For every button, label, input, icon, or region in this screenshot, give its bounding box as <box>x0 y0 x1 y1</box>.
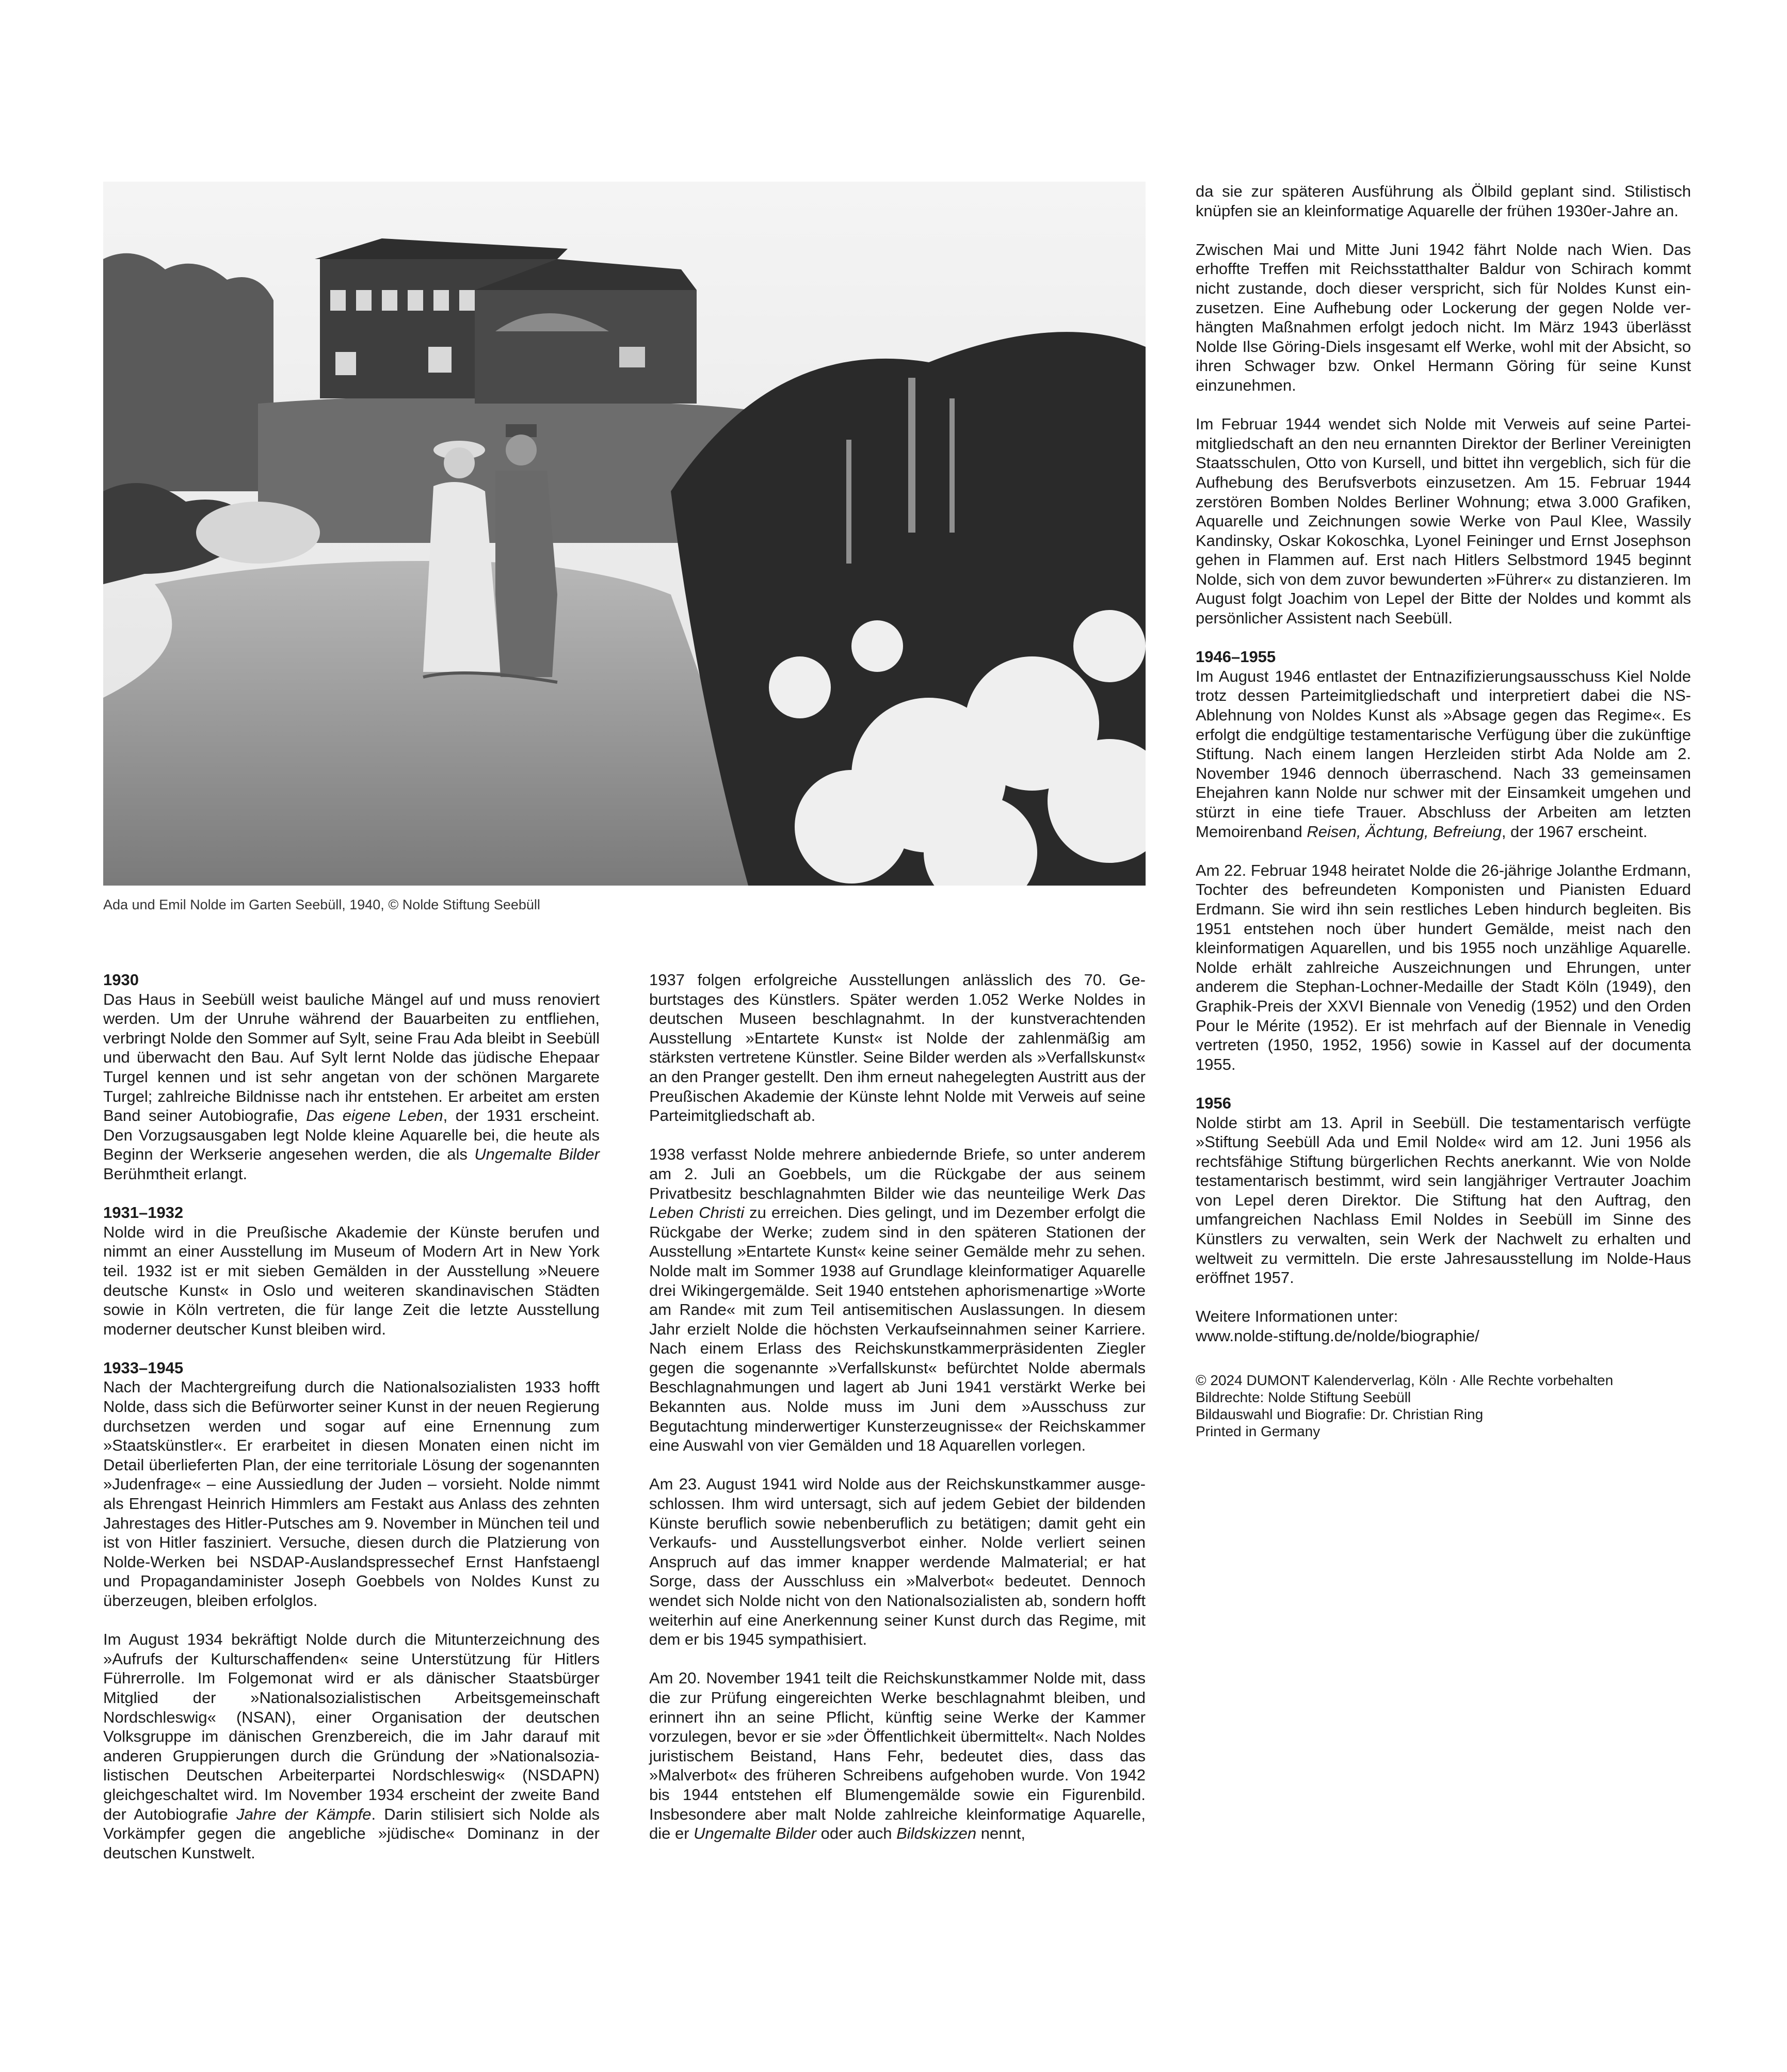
title-reisen-aechtung-befreiung: Reisen, Ächtung, Befreiung <box>1307 822 1502 841</box>
text-1930-a: Das Haus in Seebüll weist bauliche Mängel auf und muss renoviert werden. Um der Unruhe während der Bauarbeiten zu entfliehen, verbringt Nolde den Sommer auf Sylt, seine Frau Ada bleibt in Seebüll und überwacht den Bau. Auf Sylt lernt Nolde das jüdische Ehepaar Turgel kennen und ist sehr angetan von der schönen Margarete Turgel; zahlreiche Bildnisse nach ihr entstehen. Er arbeitet am ersten Band seiner Autobiografie, <box>103 990 600 1125</box>
paragraph-1934 <box>103 1630 600 1862</box>
text-1930 <box>103 990 600 1184</box>
more-info-label: Weitere Informationen unter: <box>1196 1307 1398 1326</box>
paragraph-1941-november <box>649 1668 1146 1843</box>
paragraph-1937: 1937 folgen erfolgreiche Ausstellungen anlässlich des 70. Geburtstages des Künstlers. Später werden 1.052 Werke Noldes in deutschen Museen beschlagnahmt. In der kunstverachtenden Ausstellung »Entartete Kunst« ist Nolde der zahlenmäßig am stärksten vertretene Künstler. Seine Bilder werden als »Verfallskunst« an den Pranger gestellt. Den ihm erneut nahegelegten Austritt aus der Preußischen Akademie der Künste lehnt Nolde mit Verweis auf seine Parteimitgliedschaft ab. <box>649 971 1146 1125</box>
more-info-link[interactable]: www.nolde-stiftung.de/nolde/biographie/ <box>1196 1327 1479 1345</box>
text-1946-b: , der 1967 erscheint. <box>1501 822 1648 841</box>
text-1946 <box>1196 667 1691 841</box>
section-1930 <box>103 970 600 1184</box>
printed-line: Printed in Germany <box>1196 1423 1321 1439</box>
text-1930-b: , der 1931 erscheint. Den Vorzugsausgaben legt Nolde kleine Aquarelle bei, die heute als Beginn der Werkserie angesehen werden, die als <box>103 1106 600 1164</box>
column-left <box>103 970 600 1882</box>
text-1930-c: Berühmtheit erlangt. <box>103 1164 248 1183</box>
more-info <box>1196 1307 1691 1345</box>
section-1933-1945 <box>103 1358 600 1611</box>
text-1934-a: Im August 1934 bekräftigt Nolde durch die Mitunterzeichnung des »Aufrufs der Kulturschaffenden« seine Unterstützung für Hitlers Führerrolle. Im Folgemonat wird er als dänischer Staatsbürger Mitglied der »Nationalsozialistischen Arbeitsgemeinschaft Nordschleswig« (NSAN), einer Organisation der deutschen Volksgruppe im dänischen Grenzbereich, die im Jahr darauf mit anderen Gruppierungen durch die Gründung der »Nationalsozialistischen Deutschen Arbeiterpartei Nordschleswig« (NSDAPN) gleichgeschaltet wird. Im November 1934 erscheint der zweite Band der Autobiografie <box>103 1630 600 1823</box>
paragraph-1948: Am 22. Februar 1948 heiratet Nolde die 26-jährige Jolanthe Erdmann, Tochter des befreundeten Komponisten und Pianisten Eduard Erdmann. Sie wird ihn sein restliches Leben hindurch begleiten. Bis 1951 entstehen noch über hundert Gemälde, meist nach den kleinformatigen Aquarellen, und bis 1955 noch unzählige Aquarelle. Nolde erhält zahlreiche Auszeichnungen und Ehrungen, unter anderem die Stephan-Lochner-Medaille der Stadt Köln (1949), den Graphik-Preis der XXVI Biennale von Venedig (1952) und den Orden Pour le Mérite (1952). Er ist mehrfach auf der Biennale in Venedig vertreten (1950, 1952, 1956) sowie in Kassel auf der documenta 1955. <box>1196 861 1691 1073</box>
title-das-leben-christi: Das Leben Christi <box>649 1184 1146 1222</box>
text-1946-a: Im August 1946 entlastet der Entnazifizierungsausschuss Kiel Nolde trotz dessen Parteimitgliedschaft und interpretiert dabei die NS-Ablehnung von Noldes Kunst als »Absage gegen das Regime«. Es erfolgt die endgültige testamentarische Verfügung über die zukünftige Stiftung. Nach einem langen Herzleiden stirbt Ada Nolde am 2. November 1946 dennoch überraschend. Nach 33 gemeinsamen Ehejahren kann Nolde nur schwer mit der Einsamkeit umgehen und stürzt in eine tiefe Trauer. Abschluss der Arbeiten am letzten Memoirenband <box>1196 667 1691 841</box>
title-ungemalte-bilder-2: Ungemalte Bilder <box>694 1824 816 1843</box>
heading-1930: 1930 <box>103 971 139 989</box>
text-1941b-a: Am 20. November 1941 teilt die Reichskunstkammer Nolde mit, dass die zur Prüfung eingereichten Werke beschlagnahmt bleiben, und erinnert ihn an seine Pflicht, künftig seine Werke der Kammer vorzulegen, bevor er sie »der Öffentlichkeit übermittelt«. Nach Noldes juristischem Beistand, Hans Fehr, bedeutet dies, dass das »Malverbot« des früheren Schreibens aufgehoben wurde. Von 1942 bis 1944 entstehen elf Blumengemälde sowie ein Figurenbild. Insbesondere aber malt Nolde zahlreiche kleinformatige Aquarelle, die er <box>649 1669 1146 1843</box>
title-das-eigene-leben: Das eigene Leben <box>306 1106 443 1125</box>
credits <box>1196 1372 1691 1440</box>
text-1933: Nach der Machtergreifung durch die Nationalsozialisten 1933 hofft Nolde, dass sich die Befürworter seiner Kunst in der neuen Regierung durchsetzen werden und sogar auf eine Ernennung zum »Staatskünstler«. Er erarbeitet in diesen Monaten einen nicht im Detail überlieferten Plan, der eine territoriale Lösung der sogenannten »Judenfrage« – eine Aussiedlung der Juden – vorsieht. Nolde nimmt als Ehrengast Heinrich Himmlers am Festakt aus Anlass des zehnten Jahrestages des Hitler-Putsches am 9. November in München teil und ist von Hitler fasziniert. Versuche, diesen durch die Platzierung von Nolde-Werken bei NSDAP-Auslandspressechef Ernst Hanfstaengl und Propagandaminister Joseph Goebbels von Noldes Kunst zu überzeugen, bleiben erfolglos. <box>103 1378 600 1610</box>
text-1938-b: zu erreichen. Dies gelingt, und im Dezember erfolgt die Rückgabe der Werke; zudem sind in den späteren Stationen der Ausstellung »Entartete Kunst« keine seiner Gemälde mehr zu sehen. Nolde malt im Sommer 1938 auf Grundlage kleinformatiger Aquarelle drei Wikingergemälde. Seit 1940 entstehen aphorismenartige »Worte am Rande« mit zum Teil antisemitischen Auslassungen. In diesem Jahr erzielt Nolde die höchsten Verkaufseinnahmen seiner Karriere. Nach einem Erlass des Reichskunstkammerpräsidenten Ziegler gegen die sogenannte »Verfallskunst« befürchtet Nolde abermals Beschlagnahmungen und lagert ab Juni 1941 verstärkt Werke bei Bekannten aus. Nolde muss im Juni dem »Ausschuss zur Begutachtung minderwertiger Kunsterzeugnisse« der Reichskammer eine Auswahl von vier Gemälden und 18 Aquarellen vorlegen. <box>649 1203 1146 1455</box>
text-1938-a: 1938 verfasst Nolde mehrere anbiedernde Briefe, so unter anderem am 2. Juli an Goebbels, um die Rückgabe der aus seinem Privatbesitz beschlagnahmten Bilder wie das neunteilige Werk <box>649 1145 1146 1202</box>
text-1956: Nolde stirbt am 13. April in Seebüll. Die testamentarisch verfügte »Stiftung Seebüll Ada und Emil Nolde« wird am 12. Juni 1956 als rechtsfähige Stiftung bürgerlichen Rechts anerkannt. Wie von Nolde testamentarisch bestimmt, wird sein langjähriger Vertrauter Joachim von Lepel deren Direktor. Die Stiftung hat den Auftrag, den umfangreichen Nachlass Emil Noldes in Seebüll im Sinne des Künstlers zu verwalten, sein Werk der Nachwelt zu erhalten und weltweit zu vermitteln. Die erste Jahresausstellung im Nolde-Haus eröffnet 1957. <box>1196 1113 1691 1287</box>
text-1931-1932: Nolde wird in die Preußische Akademie der Künste berufen und nimmt an einer Ausstellung im Museum of Modern Art in New York teil. 1932 ist er mit sieben Gemälden in der Ausstellung »Neuere deutsche Kunst« in Oslo und weiteren skandinavischen Städten sowie in Köln vertreten, die für lange Zeit die letzte Ausstellung moderner deutscher Kunst bleiben wird. <box>103 1223 600 1338</box>
heading-1956: 1956 <box>1196 1094 1231 1112</box>
text-1941b-mid: oder auch <box>816 1824 897 1843</box>
heading-1946-1955: 1946–1955 <box>1196 648 1276 666</box>
paragraph-1941-august: Am 23. August 1941 wird Nolde aus der Reichskunstkammer ausgeschlossen. Ihm wird untersagt, sich auf jedem Gebiet der bildenden Künste beruflich sowie nebenberuflich zu betätigen; damit geht ein Verkaufs- und Ausstellungsverbot einher. Nolde verliert seinen Anspruch auf das immer knapper werdende Malmaterial; er hat Sorge, dass der Ausschluss ein »Malverbot« bedeutet. Dennoch wendet sich Nolde nicht von den Nationalsozialisten ab, sondern hofft weiterhin auf eine Anerkennung seiner Kunst durch das Regime, mit dem er bis 1945 sympathisiert. <box>649 1475 1146 1649</box>
title-jahre-der-kaempfe: Jahre der Kämpfe <box>236 1805 372 1823</box>
text-1934-b: . Darin stilisiert sich Nolde als Vorkämpfer gegen die angebliche »jüdische« Dominanz in der deutschen Kunstwelt. <box>103 1805 600 1862</box>
title-ungemalte-bilder: Ungemalte Bilder <box>474 1145 600 1164</box>
section-1931-1932 <box>103 1203 600 1339</box>
paragraph-continuation: da sie zur späteren Ausführung als Ölbild geplant sind. Stilistisch knüpfen sie an kleinformatige Aquarelle der frühen 1930er-Jahre an. <box>1196 182 1691 220</box>
column-middle <box>649 970 1146 1862</box>
copyright-line: © 2024 DUMONT Kalenderverlag, Köln · Alle Rechte vorbehalten <box>1196 1372 1614 1388</box>
text-1941b-b: nennt, <box>976 1824 1025 1843</box>
section-1956 <box>1196 1094 1691 1288</box>
paragraph-1942: Zwischen Mai und Mitte Juni 1942 fährt Nolde nach Wien. Das erhoffte Treffen mit Reichsstatthalter Baldur von Schirach kommt nicht zustande, doch dieser verspricht, sich für Noldes Kunst einzusetzen. Eine Aufhebung oder Lockerung der gegen Nolde verhängten Maßnahmen erfolgt jedoch nicht. Im März 1943 überlässt Nolde Ilse Göring-Diels insgesamt elf Werke, wohl mit der Absicht, so ihren Schwager bzw. Onkel Hermann Göring für seine Kunst einzunehmen. <box>1196 240 1691 394</box>
image-rights-line: Bildrechte: Nolde Stiftung Seebüll <box>1196 1389 1411 1405</box>
heading-1933-1945: 1933–1945 <box>103 1358 184 1377</box>
column-right <box>1196 182 1691 1440</box>
section-1946-1955 <box>1196 647 1691 841</box>
heading-1931-1932: 1931–1932 <box>103 1203 184 1222</box>
selection-line: Bildauswahl und Biografie: Dr. Christian Ring <box>1196 1406 1484 1422</box>
photo-nolde-garden <box>103 182 1146 886</box>
paragraph-1938 <box>649 1145 1146 1455</box>
paragraph-1944: Im Februar 1944 wendet sich Nolde mit Verweis auf seine Parteimitgliedschaft an den neu ernannten Direktor der Berliner Vereinigten Staatsschulen, Otto von Kursell, und bittet ihn vergeblich, sich für die Aufhebung des Berufsverbots einzusetzen. Am 15. Februar 1944 zerstören Bomben Noldes Berliner Wohnung; etwa 3.000 Grafiken, Aquarelle und Zeichnungen sowie Werke von Paul Klee, Wassily Kandinsky, Oskar Kokoschka, Lyonel Feininger und Ernst Josephson gehen in Flammen auf. Erst nach Hitlers Selbstmord 1945 beginnt Nolde, sich von dem zuvor bewunderten »Führer« zu distanzieren. Im August folgt Joachim von Lepel der Bitte der Noldes und kommt als persönlicher Assistent nach Seebüll. <box>1196 415 1691 628</box>
photo-caption: Ada und Emil Nolde im Garten Seebüll, 1940, © Nolde Stiftung Seebüll <box>103 897 540 912</box>
title-bildskizzen: Bildskizzen <box>896 1824 977 1843</box>
